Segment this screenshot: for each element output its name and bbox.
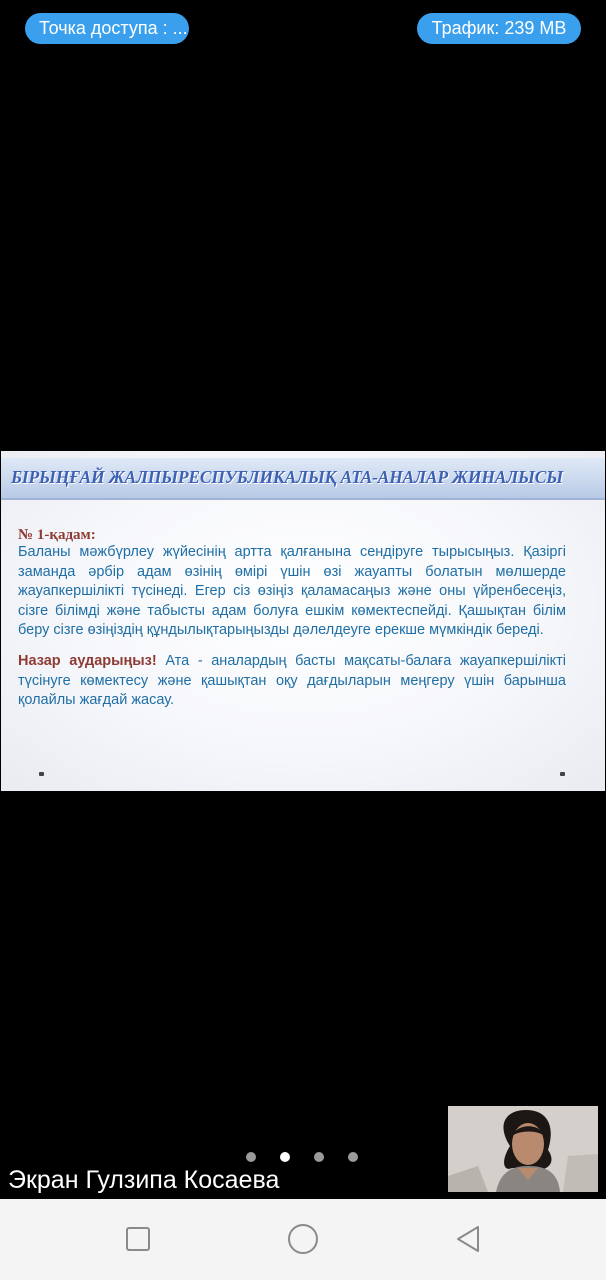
step-body: Баланы мәжбүрлеу жүйесінің артта қалғанына сендіруге тырысыңыз. Қазіргі заманда әрбір адам өзінің өмірі үшін өзі жауапты болатын мөлшерде жауапкершілікті түсінеді. Егер сіз өзіңіз қаламасаңыз және оны үйренбесеңіз, сізге білімді және табысты адам болуға ешкім көмектеспейді. Қашықтан білім беру сізге өзіңіздің құндылықтарыңызды дәлелдеуге ерекше мүмкіндік береді. [18,544,566,638]
page-dot-3[interactable] [314,1152,324,1162]
recents-button[interactable] [120,1221,156,1257]
attention-paragraph [18,652,566,711]
slide-corner-mark-left [39,772,44,776]
attention-body: Ата - аналардың басты мақсаты-балаға жауапкершілікті түсінуге көмектесу және қашықтан оқу дағдыларын меңгеру үшін барынша қолайлы жағдай жасау. [18,653,566,708]
triangle-back-icon [450,1221,486,1257]
home-button[interactable] [285,1221,321,1257]
traffic-status-pill[interactable]: Трафик: 239 MB [417,13,581,44]
square-icon [120,1221,156,1257]
presenter-avatar-icon [448,1106,598,1192]
attention-label: Назар аударыңыз! [18,653,157,669]
page-dot-2-active[interactable] [280,1152,290,1162]
slide-title: БІРЫҢҒАЙ ЖАЛПЫРЕСПУБЛИКАЛЫҚ АТА-АНАЛАР ЖИНАЛЫСЫ [11,467,564,487]
system-navigation-bar [0,1199,606,1280]
circle-icon [285,1221,321,1257]
hotspot-status-pill[interactable]: Точка доступа : ... [25,13,189,44]
page-dot-4[interactable] [348,1152,358,1162]
shared-slide [1,451,605,791]
back-button[interactable] [450,1221,486,1257]
page-dot-1[interactable] [246,1152,256,1162]
screen-owner-label: Экран Гулзипа Косаева [8,1166,280,1194]
step-title: № 1-қадам: [18,527,96,543]
presenter-video-thumbnail[interactable] [448,1106,598,1192]
page-indicator [246,1152,358,1162]
slide-corner-mark-right [560,772,565,776]
